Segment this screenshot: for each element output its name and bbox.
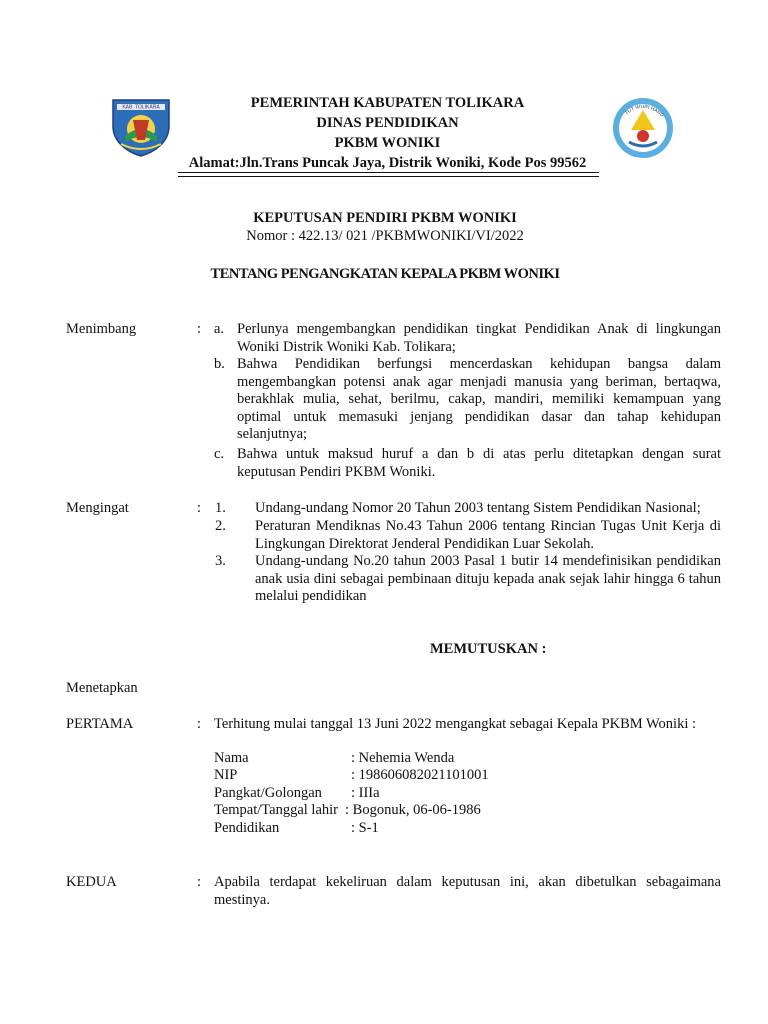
- svg-text:TUT WURI HANDAYANI: TUT WURI HAND: [623, 103, 665, 119]
- field-label-pendidikan: Pendidikan: [214, 820, 280, 836]
- regency-crest-icon: [107, 96, 175, 158]
- mengingat-colon: :: [197, 500, 202, 516]
- field-value-nama: : Nehemia Wenda: [351, 750, 455, 766]
- mengingat-marker-1: 1.: [215, 500, 226, 516]
- menimbang-item-c: Bahwa untuk maksud huruf a dan b di atas perlu ditetapkan dengan surat keputusan Pendiri PKBM Woniki.: [237, 446, 721, 480]
- letterhead-government: PEMERINTAH KABUPATEN TOLIKARA: [250, 95, 525, 111]
- menimbang-marker-c: c.: [214, 446, 225, 462]
- field-value-pangkat: : IIIa: [351, 785, 380, 801]
- letterhead-rule-thick: [178, 172, 599, 173]
- decree-subject: TENTANG PENGANGKATAN KEPALA PKBM WONIKI: [210, 266, 560, 282]
- kedua-colon: :: [197, 874, 202, 890]
- field-label-nama: Nama: [214, 750, 249, 766]
- menimbang-label: Menimbang: [66, 321, 137, 337]
- tut-wuri-handayani-icon: [611, 96, 675, 160]
- pertama-colon: :: [197, 716, 202, 732]
- mengingat-item-2: Peraturan Mendiknas No.43 Tahun 2006 tentang Rincian Tugas Unit Kerja di Lingkungan Direktorat Jenderal Pendidikan Luar Sekolah.: [255, 518, 721, 552]
- field-label-pangkat: Pangkat/Golongan: [214, 785, 322, 801]
- field-label-nip: NIP: [214, 767, 238, 783]
- pertama-label: PERTAMA: [66, 716, 134, 732]
- kedua-label: KEDUA: [66, 874, 117, 890]
- pertama-text: Terhitung mulai tanggal 13 Juni 2022 mengangkat sebagai Kepala PKBM Woniki :: [214, 716, 697, 732]
- menetapkan-label: Menetapkan: [66, 680, 138, 696]
- field-value-ttl: : Bogonuk, 06-06-1986: [345, 802, 481, 818]
- menimbang-item-a: Perlunya mengembangkan pendidikan tingkat Pendidikan Anak di lingkungan Woniki Distrik Woniki Kab. Tolikara;: [237, 321, 721, 355]
- mengingat-item-1: Undang-undang Nomor 20 Tahun 2003 tentang Sistem Pendidikan Nasional;: [255, 500, 701, 516]
- memutuskan-heading: MEMUTUSKAN :: [430, 641, 547, 657]
- letterhead-address: Alamat:Jln.Trans Puncak Jaya, Distrik Woniki, Kode Pos 99562: [188, 155, 587, 171]
- kedua-text: Apabila terdapat kekeliruan dalam keputusan ini, akan dibetulkan sebagaimana mestinya.: [214, 874, 721, 908]
- decree-title: KEPUTUSAN PENDIRI PKBM WONIKI: [253, 210, 517, 226]
- menimbang-colon: :: [197, 321, 202, 337]
- mengingat-marker-2: 2.: [215, 518, 226, 534]
- field-value-pendidikan: : S-1: [351, 820, 379, 836]
- mengingat-marker-3: 3.: [215, 553, 226, 569]
- letterhead-institution: PKBM WONIKI: [334, 135, 441, 151]
- menimbang-marker-a: a.: [214, 321, 225, 337]
- menimbang-marker-b: b.: [214, 356, 225, 372]
- field-label-ttl: Tempat/Tanggal lahir: [214, 802, 338, 818]
- letterhead-agency: DINAS PENDIDIKAN: [316, 115, 459, 131]
- mengingat-label: Mengingat: [66, 500, 129, 516]
- field-value-nip: : 198606082021101001: [351, 767, 489, 783]
- mengingat-item-3: Undang-undang No.20 tahun 2003 Pasal 1 butir 14 mendefinisikan pendidikan anak usia dini sebagai pembinaan dituju kepada anak sejak lahir hingga 6 tahun melalui pendidikan: [255, 553, 721, 605]
- decree-number: Nomor : 422.13/ 021 /PKBMWONIKI/VI/2022: [246, 228, 524, 244]
- letterhead-rule-thin: [178, 176, 599, 177]
- menimbang-item-b: Bahwa Pendidikan berfungsi mencerdaskan kehidupan bangsa dalam mengembangkan potensi anak agar menjadi manusia yang beriman, bertaqwa, berakhlak mulia, sehat, berilmu, cakap, mandiri, memiliki kemampuan yang optimal untuk memasuki jenjang pendidikan dasar dan tahap kehidupan selanjutnya;: [237, 356, 721, 443]
- crest-label: KAB. TOLIKARA: [122, 104, 160, 111]
